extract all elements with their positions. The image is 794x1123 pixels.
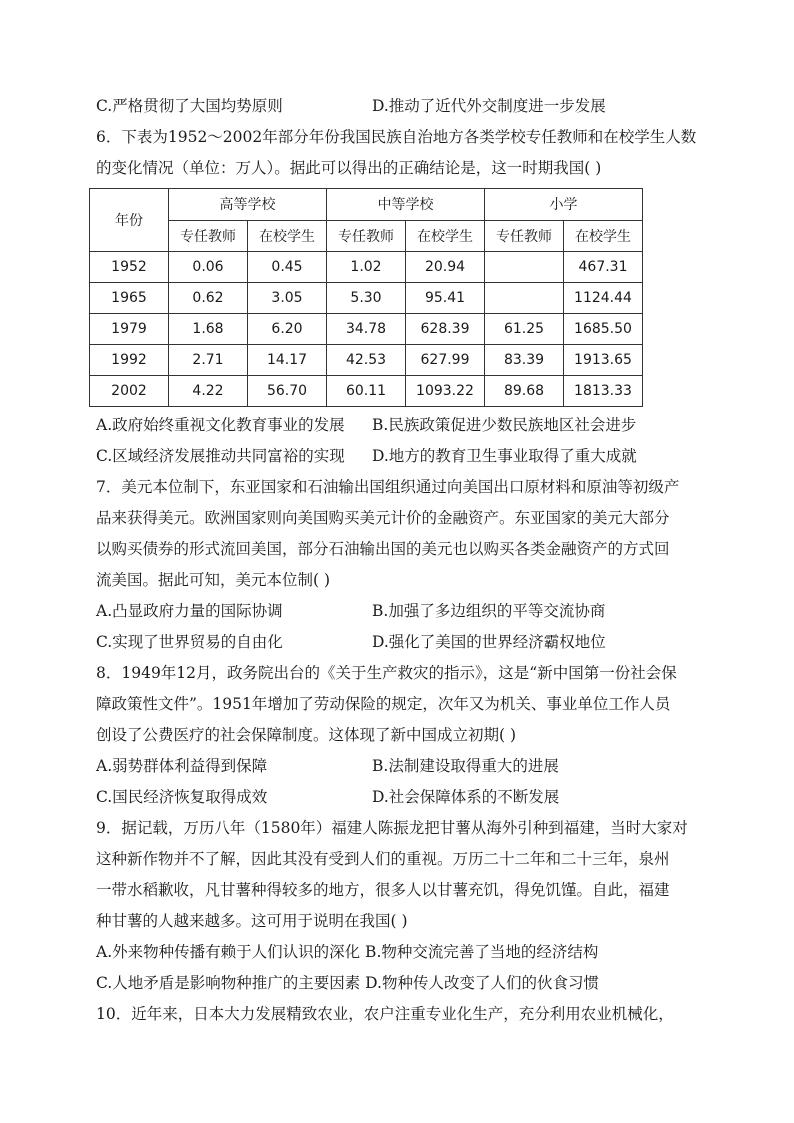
q7-option-c: C.实现了世界贸易的自由化 (96, 633, 283, 651)
q5-option-d: D.推动了近代外交制度进一步发展 (372, 97, 606, 115)
q6-option-a: A.政府始终重视文化教育事业的发展 (96, 416, 345, 434)
table-cell: 14.17 (248, 345, 327, 376)
table-cell: 42.53 (327, 345, 406, 376)
q8-stem-line: 8．1949年12月，政务院出台的《关于生产救灾的指示》，这是“新中国第一份社会保 (96, 664, 677, 682)
table-cell: 1.02 (327, 252, 406, 283)
q7-stem-line: 以购买债券的形式流回美国，部分石油输出国的美元也以购买各类金融资产的方式回 (96, 540, 670, 558)
q8-option-a: A.弱势群体利益得到保障 (96, 757, 268, 775)
table-cell: 60.11 (327, 376, 406, 407)
year-cell: 1979 (90, 314, 169, 345)
table-cell: 0.06 (169, 252, 248, 283)
table-cell: 1913.65 (564, 345, 643, 376)
sub-header: 专任教师 (327, 220, 406, 252)
table-cell (485, 252, 564, 283)
table-cell: 61.25 (485, 314, 564, 345)
q8-option-d: D.社会保障体系的不断发展 (372, 788, 560, 806)
group-header: 小学 (485, 189, 643, 221)
table-cell (485, 283, 564, 314)
table-row (90, 345, 643, 376)
table-cell: 0.62 (169, 283, 248, 314)
table-cell: 1813.33 (564, 376, 643, 407)
table-cell: 4.22 (169, 376, 248, 407)
table-row (90, 376, 643, 407)
q8-option-c: C.国民经济恢复取得成效 (96, 788, 268, 806)
q6-data-table (89, 188, 643, 407)
q6-stem-line: 6．下表为1952～2002年部分年份我国民族自治地方各类学校专任教师和在校学生人数 (96, 128, 697, 146)
table-cell: 0.45 (248, 252, 327, 283)
year-cell: 1952 (90, 252, 169, 283)
sub-header: 专任教师 (169, 220, 248, 252)
q10-stem-line: 10．近年来，日本大力发展精致农业，农户注重专业化生产，充分利用农业机械化， (96, 1005, 674, 1023)
year-cell: 2002 (90, 376, 169, 407)
q8-stem-line: 障政策性文件”。1951年增加了劳动保险的规定，次年又为机关、事业单位工作人员 (96, 695, 671, 713)
table-cell: 83.39 (485, 345, 564, 376)
q9-stem-line: 种甘薯的人越来越多。这可用于说明在我国( ) (96, 912, 408, 930)
q7-stem-line: 品来获得美元。欧洲国家则向美国购买美元计价的金融资产。东亚国家的美元大部分 (96, 509, 670, 527)
q6-option-c: C.区域经济发展推动共同富裕的实现 (96, 447, 345, 465)
table-cell: 20.94 (406, 252, 485, 283)
table-cell: 1.68 (169, 314, 248, 345)
q8-stem-line: 创设了公费医疗的社会保障制度。这体现了新中国成立初期( ) (96, 726, 517, 744)
table-cell: 627.99 (406, 345, 485, 376)
q8-option-b: B.法制建设取得重大的进展 (372, 757, 559, 775)
q7-option-a: A.凸显政府力量的国际协调 (96, 602, 283, 620)
group-header: 高等学校 (169, 189, 327, 221)
q7-option-d: D.强化了美国的世界经济霸权地位 (372, 633, 606, 651)
q6-option-d: D.地方的教育卫生事业取得了重大成就 (372, 447, 637, 465)
table-cell: 2.71 (169, 345, 248, 376)
table-cell: 56.70 (248, 376, 327, 407)
q9-options-cd: C.人地矛盾是影响物种推广的主要因素 D.物种传人改变了人们的伙食习惯 (96, 974, 599, 992)
sub-header: 在校学生 (248, 220, 327, 252)
q7-stem-line: 7．美元本位制下，东亚国家和石油输出国组织通过向美国出口原材料和原油等初级产 (96, 478, 680, 496)
table-cell: 89.68 (485, 376, 564, 407)
table-row (90, 314, 643, 345)
year-cell: 1992 (90, 345, 169, 376)
table-cell: 5.30 (327, 283, 406, 314)
sub-header: 在校学生 (406, 220, 485, 252)
q9-stem-line: 9．据记载，万历八年（1580年）福建人陈振龙把甘薯从海外引种到福建，当时大家对 (96, 819, 688, 837)
table-cell: 34.78 (327, 314, 406, 345)
table-cell: 1685.50 (564, 314, 643, 345)
group-header: 中等学校 (327, 189, 485, 221)
q6-stem-line: 的变化情况（单位：万人）。据此可以得出的正确结论是，这一时期我国( ) (96, 159, 602, 177)
sub-header: 专任教师 (485, 220, 564, 252)
sub-header: 在校学生 (564, 220, 643, 252)
table-cell: 467.31 (564, 252, 643, 283)
table-cell: 628.39 (406, 314, 485, 345)
year-header: 年份 (90, 189, 169, 252)
year-cell: 1965 (90, 283, 169, 314)
table-row (90, 283, 643, 314)
q9-stem-line: 这种新作物并不了解，因此其没有受到人们的重视。万历二十二年和二十三年，泉州 (96, 850, 670, 868)
q9-options-ab: A.外来物种传播有赖于人们认识的深化 B.物种交流完善了当地的经济结构 (96, 943, 599, 961)
table-cell: 95.41 (406, 283, 485, 314)
q6-option-b: B.民族政策促进少数民族地区社会进步 (372, 416, 637, 434)
table-cell: 6.20 (248, 314, 327, 345)
table-cell: 1093.22 (406, 376, 485, 407)
q7-stem-line: 流美国。据此可知，美元本位制( ) (96, 571, 331, 589)
q9-stem-line: 一带水稻歉收，凡甘薯种得较多的地方，很多人以甘薯充饥，得免饥馑。自此，福建 (96, 881, 670, 899)
table-cell: 3.05 (248, 283, 327, 314)
table-row (90, 252, 643, 283)
q7-option-b: B.加强了多边组织的平等交流协商 (372, 602, 606, 620)
q5-option-c: C.严格贯彻了大国均势原则 (96, 97, 283, 115)
table-cell: 1124.44 (564, 283, 643, 314)
